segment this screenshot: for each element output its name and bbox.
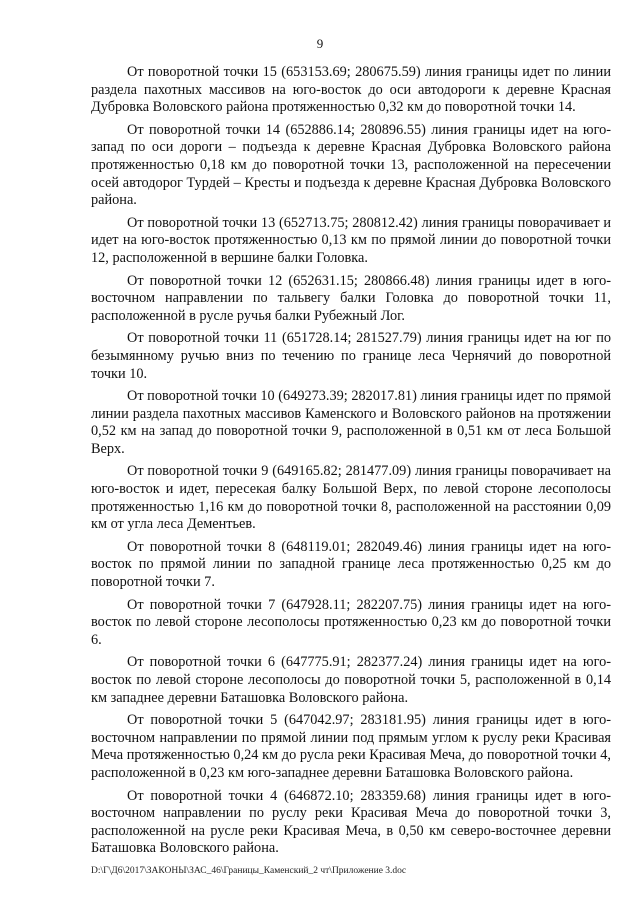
- paragraph-point-6: От поворотной точки 6 (647775.91; 282377.24) линия границы идет на юго-восток по левой стороне лесополосы до поворотной точки 5, расположенной в 0,14 км западнее деревни Баташовка Воловского района.: [91, 654, 611, 706]
- document-body: [91, 64, 611, 863]
- page-number: 9: [316, 36, 324, 51]
- paragraph-point-13: От поворотной точки 13 (652713.75; 280812.42) линия границы поворачивает и идет на юго-восток протяженностью 0,13 км по прямой линии до поворотной точки 12, расположенной в вершине балки Головка.: [91, 214, 611, 266]
- paragraph-point-7: От поворотной точки 7 (647928.11; 282207.75) линия границы идет на юго-восток по левой стороне лесополосы протяженностью 0,23 км до поворотной точки 6.: [91, 596, 611, 648]
- paragraph-point-5: От поворотной точки 5 (647042.97; 283181.95) линия границы идет в юго-восточном направлении по прямой линии под прямым углом к руслу реки Красивая Меча протяженностью 0,24 км до русла реки Красивая Меча, до поворотной точки 4, расположенной в 0,23 км юго-западнее деревни Баташовка Воловского района.: [91, 712, 611, 781]
- footer-file-path: D:\Г\Д6\2017\ЗАКОНЫ\ЗАС_46\Границы_Каменский_2 чт\Приложение 3.doc: [91, 866, 407, 876]
- paragraph-point-11: От поворотной точки 11 (651728.14; 281527.79) линия границы идет на юг по безымянному ручью вниз по течению по границе леса Чернячий до поворотной точки 10.: [91, 330, 611, 382]
- paragraph-point-4: От поворотной точки 4 (646872.10; 283359.68) линия границы идет в юго-восточном направлении по руслу реки Красивая Меча до поворотной точки 3, расположенной на русле реки Красивая Меча, в 0,50 км северо-восточнее деревни Баташовка Воловского района.: [91, 787, 611, 857]
- paragraph-point-15: От поворотной точки 15 (653153.69; 280675.59) линия границы идет по линии раздела пахотных массивов на юго-восток до оси автодороги к деревне Красная Дубровка Воловского района протяженностью 0,32 км до поворотной точки 14.: [91, 64, 611, 116]
- paragraph-point-9: От поворотной точки 9 (649165.82; 281477.09) линия границы поворачивает на юго-восток и идет, пересекая балку Большой Верх, по левой стороне лесополосы протяженностью 1,16 км до поворотной точки 8, расположенной на расстоянии 0,09 км от угла леса Дементьев.: [91, 463, 611, 533]
- paragraph-point-8: От поворотной точки 8 (648119.01; 282049.46) линия границы идет на юго-восток по прямой линии по западной границе леса протяженностью 0,25 км до поворотной точки 7.: [91, 538, 611, 591]
- paragraph-point-12: От поворотной точки 12 (652631.15; 280866.48) линия границы идет в юго-восточном направлении по тальвегу балки Головка до поворотной точки 11, расположенной в русле ручья балки Рубежный Лог.: [91, 272, 611, 324]
- paragraph-point-14: От поворотной точки 14 (652886.14; 280896.55) линия границы идет на юго-запад по оси дороги – подъезда к деревне Красная Дубровка Воловского района протяженностью 0,18 км до поворотной точки 13, расположенной на пересечении осей автодорог Турдей – Кресты и подъезда к деревне Красная Дубровка Воловского района.: [91, 121, 611, 209]
- paragraph-point-10: От поворотной точки 10 (649273.39; 282017.81) линия границы идет по прямой линии раздела пахотных массивов Каменского и Воловского районов на протяжении 0,52 км на запад до поворотной точки 9, расположенной в 0,51 км от леса Большой Верх.: [91, 388, 611, 457]
